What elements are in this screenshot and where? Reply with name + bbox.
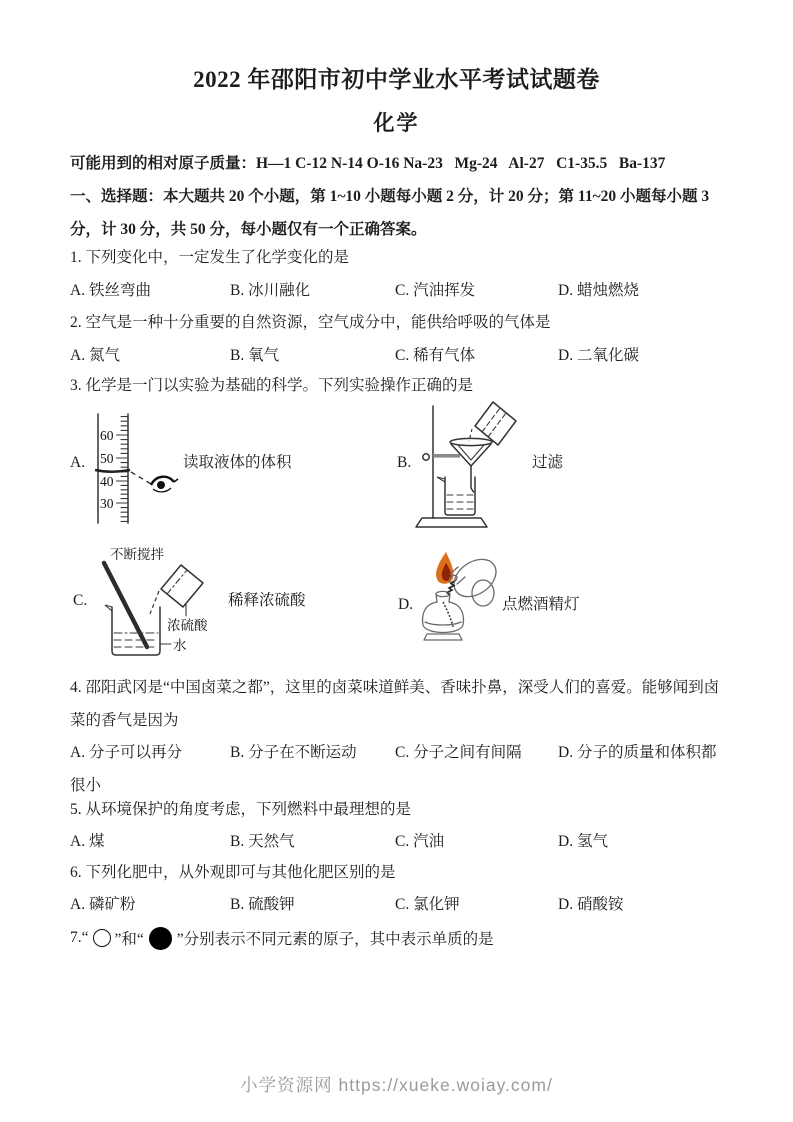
- scale-mark-60: 60: [100, 428, 114, 443]
- acid-stream: [150, 591, 159, 614]
- diagram-b-label: B.: [397, 454, 412, 471]
- question-5-stem: 5. 从环境保护的角度考虑，下列燃料中最理想的是: [70, 801, 412, 818]
- inner-wick: [443, 602, 453, 627]
- liquid-level-line: [95, 470, 130, 472]
- diagram-d-caption: 点燃酒精灯: [502, 596, 580, 613]
- diagram-a-graduated-cylinder: [85, 408, 187, 526]
- upright-lamp: [423, 591, 464, 640]
- acid-beaker: [150, 565, 203, 614]
- option-d: D. 二氧化碳: [558, 347, 639, 364]
- option-b: B. 硫酸钾: [230, 896, 295, 913]
- site-watermark: 小学资源网 https://xueke.woiay.com/: [240, 1075, 553, 1095]
- scale-mark-50: 50: [100, 451, 114, 466]
- acid-label: 浓硫酸: [167, 618, 208, 633]
- funnel: [450, 438, 492, 492]
- option-c: C. 氯化钾: [395, 896, 460, 913]
- sight-line: [131, 472, 151, 484]
- option-d: D. 分子的质量和体积都很小: [70, 744, 717, 794]
- question-6-stem: 6. 下列化肥中，从外观即可与其他化肥区别的是: [70, 864, 396, 881]
- option-c: C. 汽油挥发: [395, 282, 476, 299]
- glass-rod: [104, 563, 147, 647]
- flame-icon: [436, 552, 453, 584]
- option-a: A. 磷矿粉: [70, 896, 136, 913]
- option-b: B. 冰川融化: [230, 282, 311, 299]
- option-c: C. 稀有气体: [395, 347, 476, 364]
- pour-stream: [469, 429, 472, 441]
- option-a: A. 氮气: [70, 347, 120, 364]
- subject-title: 化学: [373, 111, 420, 135]
- option-c: C. 分子之间有间隔: [395, 744, 522, 761]
- scale-mark-30: 30: [100, 496, 114, 511]
- question-7-suffix: ”分别表示不同元素的原子，其中表示单质的是: [176, 931, 494, 948]
- option-a: A. 煤: [70, 833, 105, 850]
- section-instructions: 一、选择题：本大题共 20 个小题，第 1~10 小题每小题 2 分，计 20 分；第 11~20 小题每小题 3 分，计 30 分，共 50 分，每小题仅有一个正确答案。: [70, 188, 710, 238]
- stand-base: [416, 518, 487, 527]
- eye-icon: [151, 477, 178, 492]
- atomic-mass-note: 可能用到的相对原子质量：H—1 C-12 N-14 O-16 Na-23 Mg-24 Al-27 C1-35.5 Ba-137: [70, 155, 666, 172]
- question-1-options: [70, 280, 730, 301]
- question-3-stem: 3. 化学是一门以实验为基础的科学。下列实验操作正确的是: [70, 377, 474, 394]
- question-4-stem: 4. 邵阳武冈是“中国卤菜之都”，这里的卤菜味道鲜美、香味扑鼻，深受人们的喜爱。能够闻到卤菜的香气是因为: [70, 679, 720, 729]
- question-2-stem: 2. 空气是一种十分重要的自然资源，空气成分中，能供给呼吸的气体是: [70, 314, 551, 331]
- option-a: A. 铁丝弯曲: [70, 282, 151, 299]
- diagram-c-dilution: [83, 543, 245, 661]
- question-5-options: [70, 831, 730, 852]
- option-b: B. 分子在不断运动: [230, 744, 357, 761]
- diagram-a-label: A.: [70, 454, 86, 471]
- scale-mark-40: 40: [100, 474, 114, 489]
- option-b: B. 天然气: [230, 833, 295, 850]
- option-a: A. 分子可以再分: [70, 744, 182, 761]
- option-d: D. 蜡烛燃烧: [558, 282, 639, 299]
- diagram-b-caption: 过滤: [532, 454, 564, 471]
- question-6-options: [70, 894, 730, 915]
- option-d: D. 硝酸铵: [558, 896, 624, 913]
- question-7-prefix: 7.“: [70, 929, 89, 946]
- hollow-circle-symbol: [93, 929, 111, 947]
- water-label: 水: [173, 638, 187, 653]
- question-4-options: [70, 737, 726, 802]
- receiving-beaker: [437, 477, 475, 515]
- question-7-mid: ”和“: [114, 931, 144, 948]
- question-1-stem: 1. 下列变化中，一定发生了化学变化的是: [70, 249, 350, 266]
- question-2-options: [70, 345, 730, 366]
- filled-circle-symbol: [149, 927, 172, 950]
- option-c: C. 汽油: [395, 833, 445, 850]
- option-b: B. 氧气: [230, 347, 280, 364]
- diagram-c-label: C.: [73, 592, 88, 609]
- clamp-arm: [433, 454, 460, 458]
- clamp-knob: [423, 454, 429, 460]
- water-beaker: [105, 605, 160, 655]
- diagram-c-caption: 稀释浓硫酸: [228, 592, 306, 609]
- stir-note: 不断搅拌: [110, 547, 164, 562]
- option-d: D. 氢气: [558, 833, 608, 850]
- diagram-d-label: D.: [398, 596, 414, 613]
- exam-title: 2022 年邵阳市初中学业水平考试试题卷: [193, 67, 600, 92]
- tilted-lamp: [447, 552, 503, 606]
- diagram-a-caption: 读取液体的体积: [183, 454, 292, 471]
- question-7-stem: [70, 924, 494, 952]
